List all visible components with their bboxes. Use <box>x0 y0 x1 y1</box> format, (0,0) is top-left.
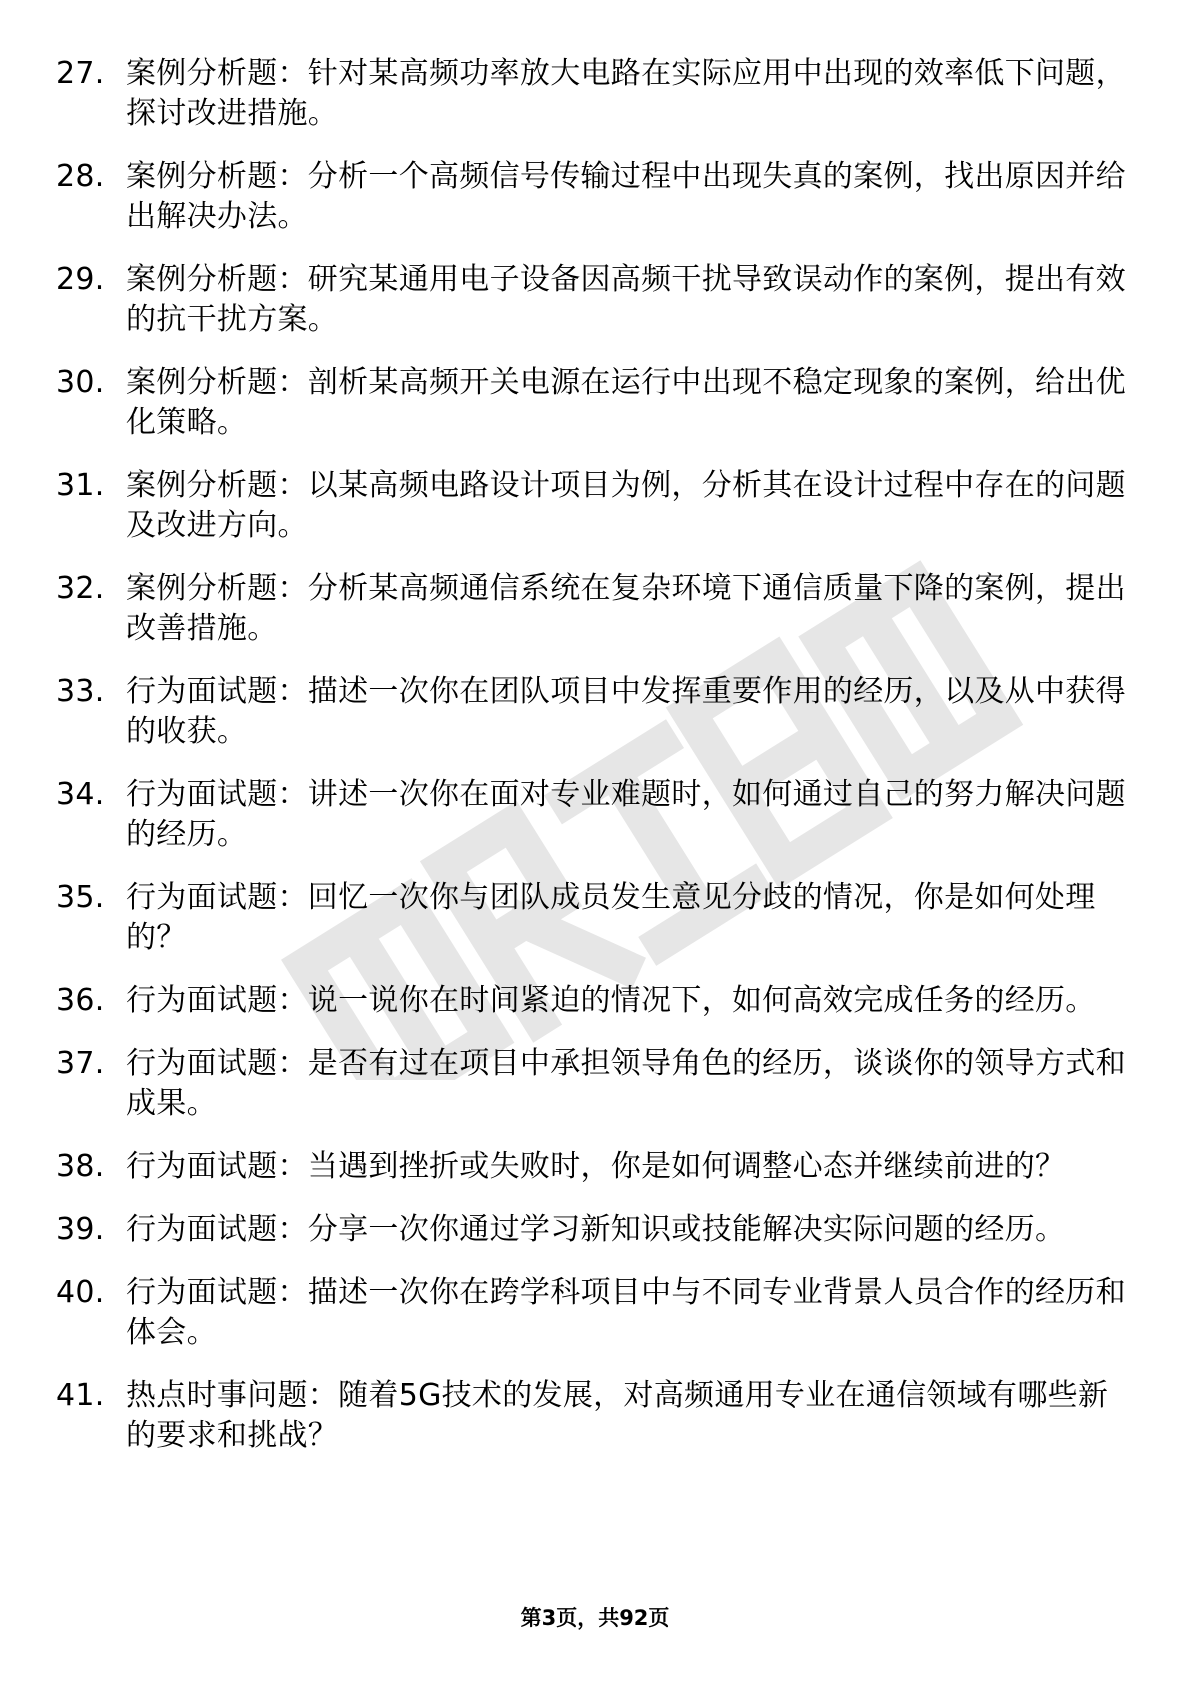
list-item <box>56 1044 1136 1124</box>
question-text: 行为面试题：分享一次你通过学习新知识或技能解决实际问题的经历。 <box>126 1212 1066 1247</box>
question-number: 33. <box>56 674 105 709</box>
question-number: 41. <box>56 1378 105 1413</box>
question-number: 39. <box>56 1212 105 1247</box>
list-item <box>56 1147 1136 1187</box>
question-number: 29. <box>56 262 105 297</box>
question-number: 36. <box>56 983 105 1018</box>
question-text: 案例分析题：针对某高频功率放大电路在实际应用中出现的效率低下问题，探讨改进措施。 <box>126 56 1126 131</box>
list-item <box>56 157 1136 237</box>
list-item <box>56 260 1136 340</box>
question-text: 热点时事问题：随着5G技术的发展，对高频通用专业在通信领域有哪些新的要求和挑战？ <box>126 1378 1109 1453</box>
question-text: 行为面试题：当遇到挫折或失败时，你是如何调整心态并继续前进的？ <box>126 1149 1066 1184</box>
question-text: 行为面试题：回忆一次你与团队成员发生意见分歧的情况，你是如何处理的？ <box>126 880 1096 955</box>
question-text: 案例分析题：研究某通用电子设备因高频干扰导致误动作的案例，提出有效的抗干扰方案。 <box>126 262 1126 337</box>
question-text: 行为面试题：是否有过在项目中承担领导角色的经历，谈谈你的领导方式和成果。 <box>126 1046 1126 1121</box>
question-number: 37. <box>56 1046 105 1081</box>
question-number: 35. <box>56 880 105 915</box>
page-footer: 第3页，共92页 <box>520 1606 670 1630</box>
question-number: 28. <box>56 159 105 194</box>
list-item <box>56 1210 1136 1250</box>
list-item <box>56 1376 1136 1456</box>
question-number: 38. <box>56 1149 105 1184</box>
question-text: 案例分析题：以某高频电路设计项目为例，分析其在设计过程中存在的问题及改进方向。 <box>126 468 1126 543</box>
question-number: 32. <box>56 571 105 606</box>
question-text: 行为面试题：描述一次你在团队项目中发挥重要作用的经历，以及从中获得的收获。 <box>126 674 1126 749</box>
question-list <box>56 54 1136 1479</box>
list-item <box>56 878 1136 958</box>
question-text: 案例分析题：分析某高频通信系统在复杂环境下通信质量下降的案例，提出改善措施。 <box>126 571 1126 646</box>
list-item <box>56 363 1136 443</box>
question-number: 31. <box>56 468 105 503</box>
question-number: 40. <box>56 1275 105 1310</box>
list-item <box>56 672 1136 752</box>
question-number: 27. <box>56 56 105 91</box>
question-number: 34. <box>56 777 105 812</box>
list-item <box>56 54 1136 134</box>
list-item <box>56 981 1136 1021</box>
question-text: 案例分析题：剖析某高频开关电源在运行中出现不稳定现象的案例，给出优化策略。 <box>126 365 1126 440</box>
question-text: 行为面试题：描述一次你在跨学科项目中与不同专业背景人员合作的经历和体会。 <box>126 1275 1126 1350</box>
list-item <box>56 569 1136 649</box>
list-item <box>56 1273 1136 1353</box>
question-number: 30. <box>56 365 105 400</box>
question-text: 案例分析题：分析一个高频信号传输过程中出现失真的案例，找出原因并给出解决办法。 <box>126 159 1126 234</box>
question-text: 行为面试题：说一说你在时间紧迫的情况下，如何高效完成任务的经历。 <box>126 983 1096 1018</box>
list-item <box>56 775 1136 855</box>
list-item <box>56 466 1136 546</box>
question-text: 行为面试题：讲述一次你在面对专业难题时，如何通过自己的努力解决问题的经历。 <box>126 777 1126 852</box>
